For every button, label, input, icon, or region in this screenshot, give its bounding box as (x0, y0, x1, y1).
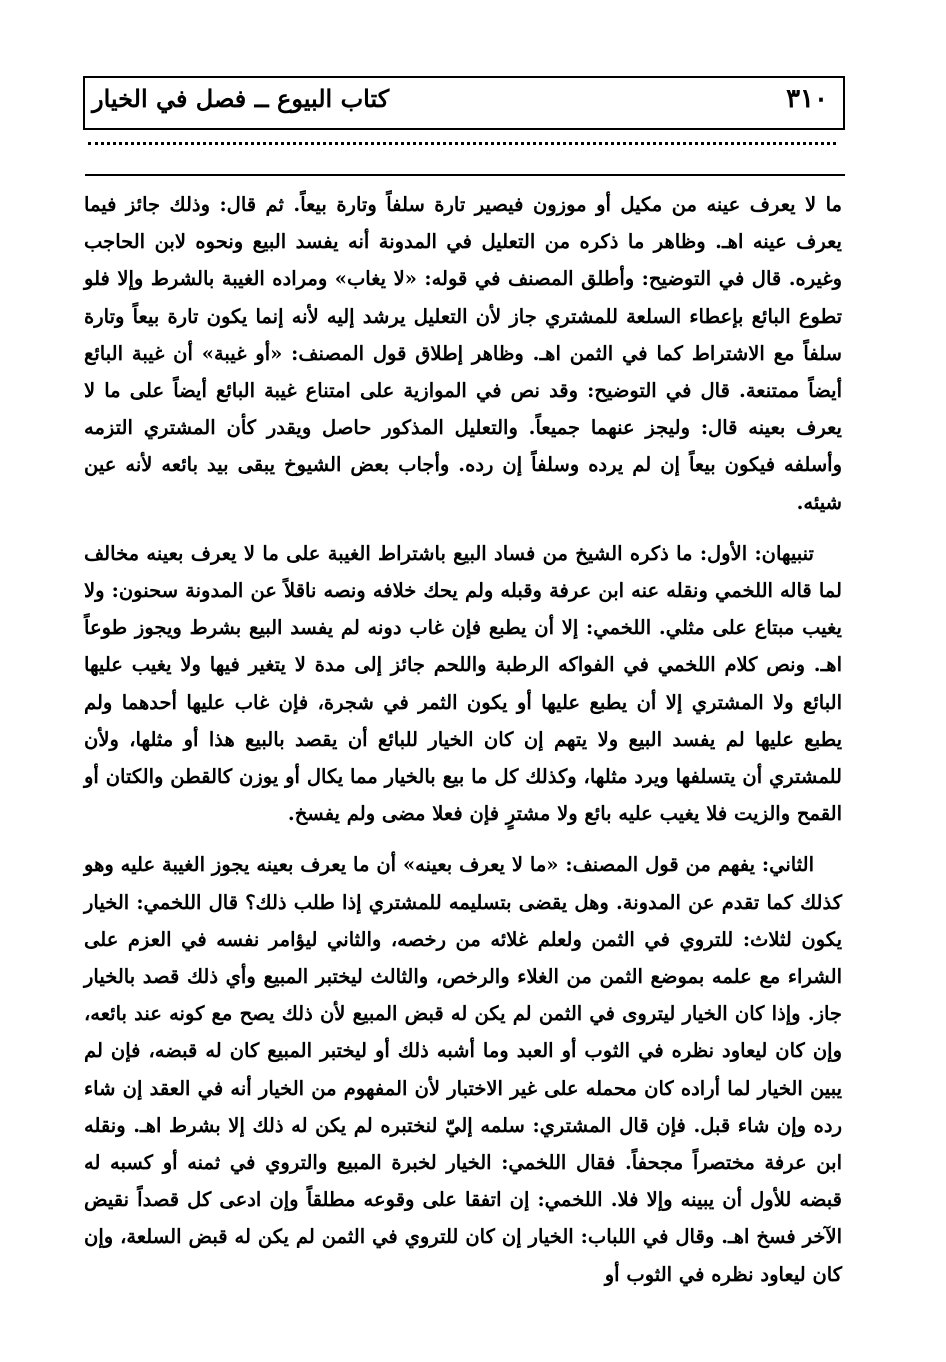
page-number: ٣١٠ (786, 84, 828, 114)
dotted-separator (88, 142, 836, 149)
paragraph-gap (84, 521, 842, 535)
paragraph-2: تنبيهان: الأول: ما ذكره الشيخ من فساد البيع باشتراط الغيبة على ما لا يعرف بعينه مخالف لما قاله اللخمي ونقله عنه ابن عرفة وقبله ولم يحك خلافه ونصه ناقلاً عن المدونة سحنون: ولا يغيب مبتاع على مثلي. اللخمي: إلا أن يطبع فإن غاب دونه لم يفسد البيع بشرط ويجوز طوعاً اهـ. ونص كلام اللخمي في الفواكه الرطبة واللحم جائز إلى مدة لا يتغير فيها ولا يغيب عليها البائع ولا المشتري إلا أن يطبع عليها أو يكون الثمر في شجرة، فإن غاب عليها أحدهما ولم يطبع عليها لم يفسد البيع ولا يتهم إن كان الخيار للبائع أن يقصد بالبيع هذا أو مثلها، ولأن للمشتري أن يتسلفها ويرد مثلها، وكذلك كل ما بيع بالخيار مما يكال أو يوزن كالقطن والكتان أو القمح والزيت فلا يغيب عليه بائع ولا مشترٍ فإن فعلا مضى ولم يفسخ. (84, 541, 842, 826)
paragraph-1: ما لا يعرف عينه من مكيل أو موزون فيصير تارة سلفاً وتارة بيعاً. ثم قال: وذلك جائز فيما يعرف عينه اهـ. وظاهر ما ذكره من التعليل في المدونة أنه يفسد البيع ونحوه لابن الحاجب وغيره. قال في التوضيح: وأطلق المصنف في قوله: «لا يغاب» ومراده الغيبة بالشرط وإلا فلو تطوع البائع بإعطاء السلعة للمشتري جاز لأن التعليل يرشد إليه لأنه إنما يكون تارة بيعاً وتارة سلفاً مع الاشتراط كما في الثمن اهـ. وظاهر إطلاق قول المصنف: «أو غيبة» أن غيبة البائع أيضاً ممتنعة. قال في التوضيح: وقد نص في الموازية على امتناع غيبة البائع أيضاً على ما لا يعرف بعينه قال: وليجز عنهما جميعاً. والتعليل المذكور حاصل ويقدر كأن المشتري التزمه وأسلفه فيكون بيعاً إن لم يرده وسلفاً إن رده. وأجاب بعض الشيوخ يبقى بيد بائعه لأنه عين شيئه. (84, 193, 842, 514)
paragraph-gap (84, 832, 842, 846)
running-title: كتاب البيوع ــ فصل في الخيار (92, 84, 390, 113)
body-text (84, 186, 842, 1293)
horizontal-rule (85, 174, 845, 176)
paragraph-3: الثاني: يفهم من قول المصنف: «ما لا يعرف بعينه» أن ما يعرف بعينه يجوز الغيبة عليه وهو كذلك كما تقدم عن المدونة. وهل يقضى بتسليمه للمشتري إذا طلب ذلك؟ قال اللخمي: الخيار يكون لثلاث: للتروي في الثمن ولعلم غلائه من رخصه، والثاني ليؤامر نفسه في العزم على الشراء مع علمه بموضع الثمن من الغلاء والرخص، والثالث ليختبر المبيع وأي ذلك قصد بالخيار جاز. وإذا كان الخيار ليتروى في الثمن لم يكن له قبض المبيع لأن ذلك يصح مع كونه عند بائعه، وإن كان ليعاود نظره في الثوب أو العبد وما أشبه ذلك أو ليختبر المبيع كان له قبضه، فإن لم يبين الخيار لما أراده كان محمله على غير الاختبار لأن المفهوم من الخيار أنه في العقد إن شاء رده وإن شاء قبل. فإن قال المشتري: سلمه إليّ لنختبره لم يكن له ذلك إلا بشرط اهـ. ونقله ابن عرفة مختصراً مجحفاً. فقال اللخمي: الخيار لخبرة المبيع والتروي في ثمنه أو كسبه له قبضه للأول أن يبينه وإلا فلا. اللخمي: إن اتفقا على وقوعه مطلقاً وإن ادعى كل قصداً نقيض الآخر فسخ اهـ. وقال في اللباب: الخيار إن كان للتروي في الثمن لم يكن له قبض السلعة، وإن كان ليعاود نظره في الثوب أو (84, 853, 842, 1286)
